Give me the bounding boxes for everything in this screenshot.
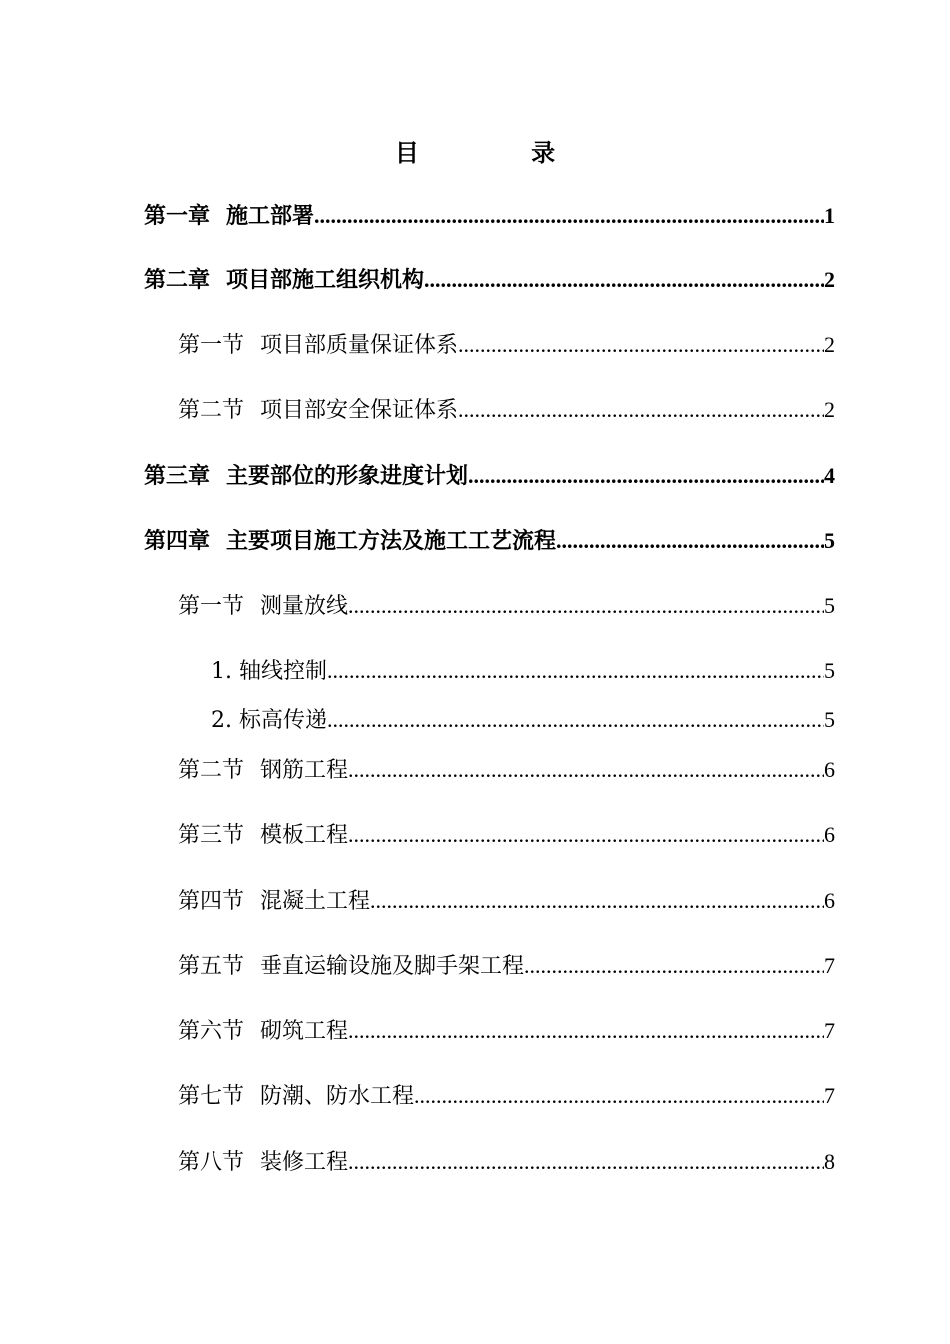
toc-entry-label: 第六节 砌筑工程 [178,1019,349,1044]
dot-leader [327,704,824,736]
toc-entry-subsection[interactable] [211,655,835,687]
toc-entry-chapter-2[interactable] [144,264,835,296]
toc-entry-label: 第四章 主要项目施工方法及施工工艺流程 [144,529,557,554]
toc-entry-label: 第一节 测量放线 [178,594,349,619]
dot-leader [348,1015,824,1047]
dot-leader [458,329,824,361]
toc-entry-label: 第一章 施工部署 [144,204,315,229]
dot-leader [348,819,824,851]
toc-entry-chapter-4[interactable] [144,525,835,557]
toc-page-number: 7 [824,1018,835,1043]
toc-entry-label: 第一节 项目部质量保证体系 [178,333,459,358]
toc-entry-section[interactable] [178,819,835,851]
toc-entry-label: 1. 轴线控制 [211,659,328,684]
dot-leader [348,1146,824,1178]
toc-page-number: 7 [824,953,835,978]
toc-page-number: 7 [824,1083,835,1108]
toc-page-number: 5 [824,528,835,553]
toc-entry-label: 第八节 装修工程 [178,1150,349,1175]
toc-entry-section[interactable] [178,1015,835,1047]
toc-entry-chapter-3[interactable] [144,460,835,492]
dot-leader [468,460,824,492]
toc-page-number: 2 [824,267,835,292]
dot-leader [348,754,824,786]
dot-leader [370,885,824,917]
toc-entry-subsection[interactable] [211,704,835,736]
toc-entry-section[interactable] [178,329,835,361]
toc-entry-label: 第二节 项目部安全保证体系 [178,398,459,423]
toc-page-number: 2 [824,332,835,357]
toc-entry-label: 第三节 模板工程 [178,823,349,848]
toc-page-number: 8 [824,1149,835,1174]
toc-entry-label: 第五节 垂直运输设施及脚手架工程 [178,954,525,979]
toc-entry-label: 第四节 混凝土工程 [178,889,371,914]
toc-entry-label: 第二章 项目部施工组织机构 [144,268,425,293]
toc-page-number: 6 [824,888,835,913]
dot-leader [524,950,824,982]
dot-leader [458,394,824,426]
dot-leader [424,264,824,296]
toc-entry-section[interactable] [178,754,835,786]
toc-entry-section[interactable] [178,590,835,622]
toc-entry-chapter-1[interactable] [144,200,835,232]
toc-page-number: 5 [824,593,835,618]
toc-page-number: 6 [824,822,835,847]
toc-entry-section[interactable] [178,1146,835,1178]
toc-entry-label: 2. 标高传递 [211,708,328,733]
toc-entry-label: 第二节 钢筋工程 [178,758,349,783]
toc-page-number: 4 [824,463,835,488]
toc-page-number: 5 [824,658,835,683]
toc-entry-section[interactable] [178,1080,835,1112]
dot-leader [414,1080,824,1112]
toc-entry-label: 第三章 主要部位的形象进度计划 [144,464,469,489]
toc-entry-section[interactable] [178,394,835,426]
toc-page-number: 6 [824,757,835,782]
dot-leader [314,200,824,232]
dot-leader [556,525,824,557]
dot-leader [327,655,824,687]
toc-page-number: 1 [824,203,835,228]
toc-entry-label: 第七节 防潮、防水工程 [178,1084,415,1109]
dot-leader [348,590,824,622]
toc-entry-section[interactable] [178,950,835,982]
toc-page-number: 5 [824,707,835,732]
toc-page-number: 2 [824,397,835,422]
toc-entry-section[interactable] [178,885,835,917]
toc-title: 目 录 [394,139,608,167]
